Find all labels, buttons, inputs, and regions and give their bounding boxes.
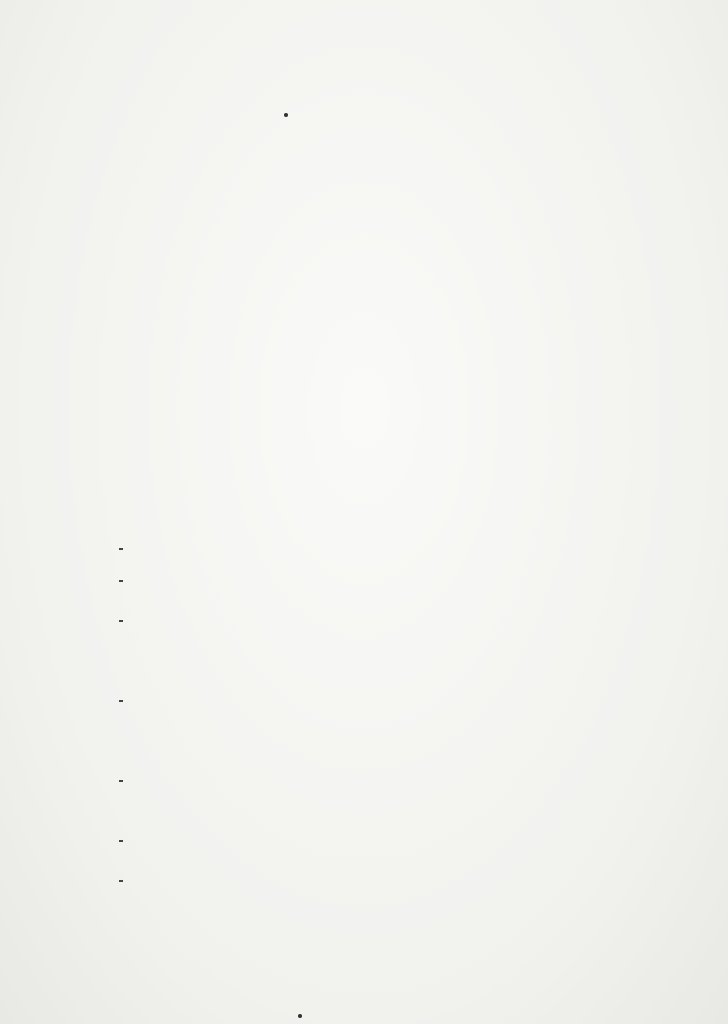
margin-tick xyxy=(119,780,123,782)
speck-mark xyxy=(284,113,288,117)
speck-mark xyxy=(298,1014,302,1018)
margin-tick xyxy=(119,880,123,882)
margin-tick xyxy=(119,580,123,582)
margin-tick xyxy=(119,700,123,702)
margin-tick xyxy=(119,548,123,550)
margin-tick xyxy=(119,620,123,622)
margin-tick xyxy=(119,840,123,842)
